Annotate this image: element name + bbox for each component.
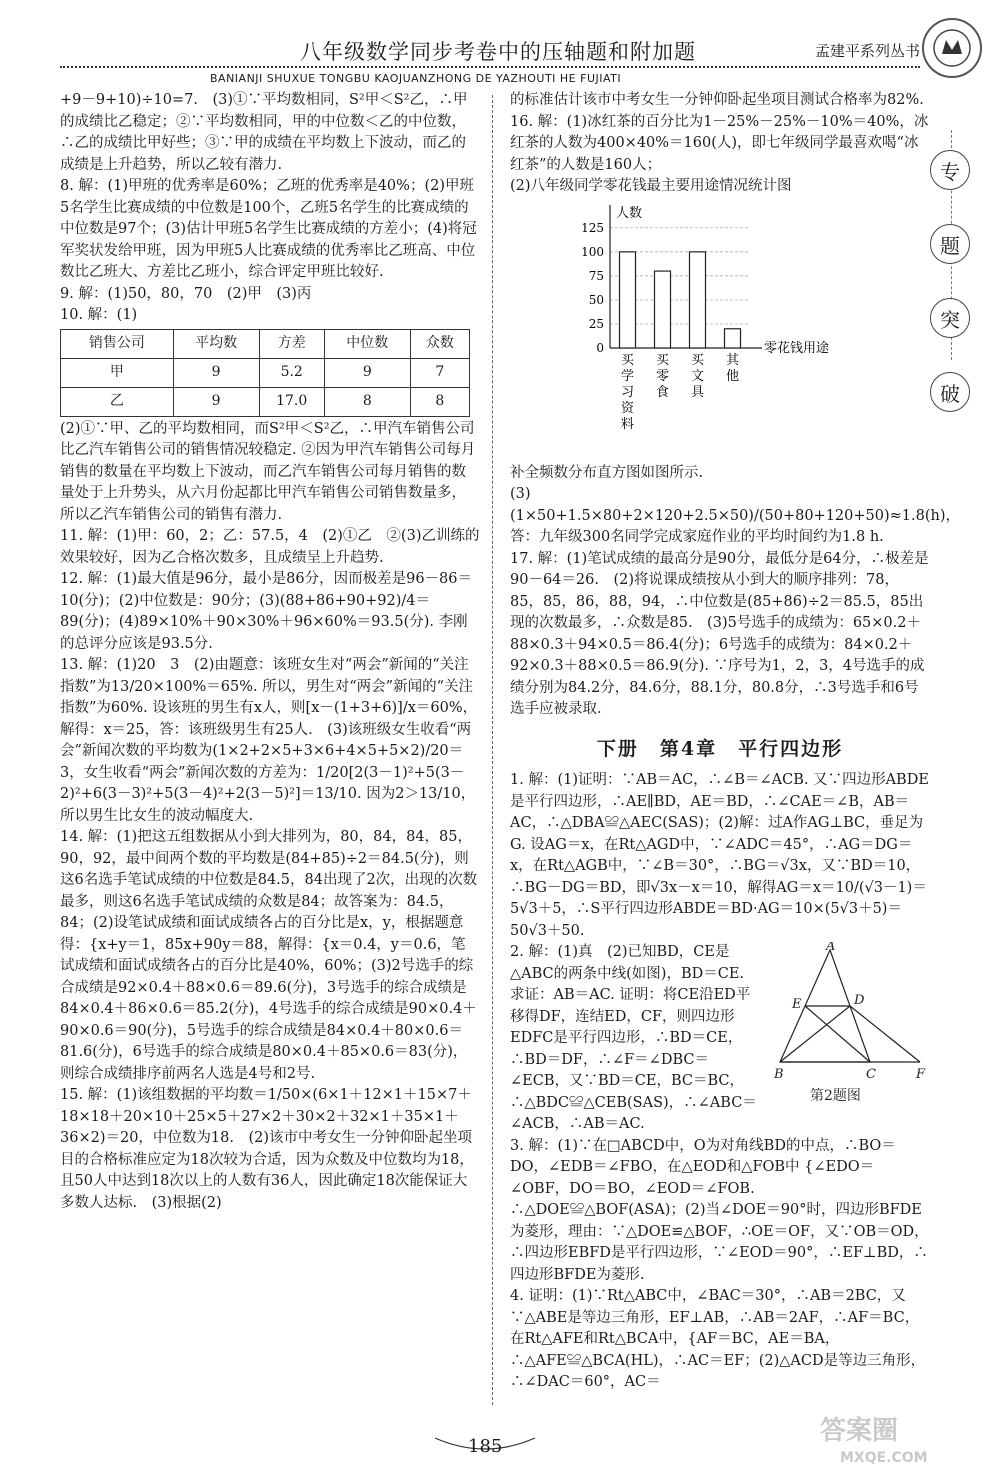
- table-cell: 9: [173, 358, 259, 387]
- label-B: B: [774, 1067, 784, 1082]
- figure-caption: 第2题图: [810, 1088, 861, 1104]
- table-cell: 9: [173, 387, 259, 416]
- answer-11: 11. 解：(1)甲：60，2；乙：57.5，4 (2)①乙 ②(3)乙训练的效果较好，因为乙合格次数多，且成绩呈上升趋势.: [60, 528, 480, 566]
- book-title-pinyin: BANIANJI SHUXUE TONGBU KAOJUANZHONG DE YAZHOUTI HE FUJIATI: [210, 72, 622, 85]
- book-title: 八年级数学同步考卷中的压轴题和附加题: [300, 40, 696, 64]
- answer-12: 12. 解：(1)最大值是96分，最小是86分，因而极差是96－86＝10(分)；(2)中位数是：90分；(3)(88+86+90+92)/4＝89(分)；(4)89×10%＋90×30%＋96×60%＝93.5(分). 李刚的总评分应该是93.5分.: [60, 571, 473, 652]
- answer-ch4-1: 1. 解：(1)证明：∵AB＝AC，∴∠B＝∠ACB. 又∵四边形ABDE是平行四边形，∴AE∥BD，AE＝BD，∴∠CAE＝∠B，AB＝AC，∴△DBA≌△AEC(SAS)；(2)解：过A作AG⊥BC，垂足为G. 设AG＝x，在Rt△AGD中，∵∠ADC＝45°，∴AG＝DG＝x，在Rt△AGB中，∵∠B＝30°，∴BG＝√3x，又∵BD＝10，∴BG－DG＝BD，即√3x－x＝10，解得AG＝x＝10/(√3－1)＝5√3＋5，∴S平行四边形ABDE＝BD·AG＝10×(5√3＋5)＝50√3＋50.: [510, 772, 929, 939]
- y-tick-label: 0: [596, 340, 604, 355]
- table-header: 销售公司: [61, 329, 174, 358]
- x-axis-label: 零花钱用途: [764, 340, 830, 356]
- sales-table: [60, 329, 470, 417]
- right-column: [510, 90, 960, 1394]
- page-header: [60, 30, 920, 90]
- side-char: 破: [930, 372, 970, 412]
- table-cell: 甲: [61, 358, 174, 387]
- watermark-url: MXQE.COM: [840, 1450, 928, 1466]
- column-divider: [492, 95, 493, 1405]
- x-tick-label: 买零食: [655, 352, 670, 400]
- table-row: [61, 358, 470, 387]
- answer-8: 8. 解：(1)甲班的优秀率是60%；乙班的优秀率是40%；(2)甲班5名学生比赛成绩的中位数是100个，乙班5名学生的比赛成绩的中位数是97个；(3)估计甲班5名学生比赛成绩的方差小；(4)将冠军奖状发给甲班，因为甲班5人比赛成绩的优秀率比乙班高、中位数比乙班大、方差比乙班小，综合评定甲班比较好.: [60, 178, 477, 280]
- geometry-figure: [770, 942, 930, 1136]
- answer-10-part2: (2)①∵甲、乙的平均数相同，而S²甲＜S²乙，∴甲汽车销售公司比乙汽车销售公司的销售情况较稳定. ②因为甲汽车销售公司每月销售的数量在平均数上下波动，而乙汽车销售公司每月销售的数量处于上升势头，从六月份起都比甲汽车销售公司销售数量多，所以乙汽车销售公司的销售有潜力.: [60, 420, 476, 523]
- bar-chart-svg: [510, 198, 930, 463]
- side-char: 题: [930, 224, 970, 264]
- publisher-logo-icon: [922, 18, 982, 78]
- answer-15-cont: 的标准估计该市中考女生一分钟仰卧起坐项目测试合格率为82%.: [510, 92, 924, 108]
- side-char: 专: [930, 150, 970, 190]
- table-header: 平均数: [173, 329, 259, 358]
- series-name: 孟建平系列丛书: [814, 42, 920, 60]
- bar-chart: [510, 198, 930, 463]
- answer-ch4-3: 3. 解：(1)∵在□ABCD中，O为对角线BD的中点，∴BO＝DO，∠EDB＝∠FBO，在△EOD和△FOB中 {∠EDO＝∠OBF，DO＝BO，∠EOD＝∠FOB. ∴△DOE≌△BOF(ASA)；(2)当∠DOE＝90°时，四边形BFDE为菱形，理由：∵△DOE≌△BOF，∴OE＝OF，又∵OB＝OD，∴四边形EBFD是平行四边形，∵∠EOD＝90°，∴EF⊥BD，∴四边形BFDE为菱形.: [510, 1137, 929, 1283]
- header-rule: [60, 66, 920, 68]
- y-tick-label: 125: [581, 220, 604, 235]
- y-tick-label: 50: [588, 292, 604, 307]
- table-header: 众数: [410, 329, 469, 358]
- table-cell: 乙: [61, 387, 174, 416]
- label-E: E: [792, 997, 802, 1012]
- watermark-logo: 答案圈: [820, 1416, 899, 1446]
- side-tab: [930, 150, 974, 446]
- bar: [690, 251, 706, 347]
- section-title: 下册 第4章 平行四边形: [596, 737, 844, 760]
- table-cell: 17.0: [259, 387, 324, 416]
- table-row: [61, 387, 470, 416]
- answer-16-note: 补全频数分布直方图如图所示.: [510, 464, 704, 481]
- y-tick-label: 25: [588, 316, 604, 331]
- x-tick-label: 买学习资料: [620, 352, 635, 432]
- answer-15: 15. 解：(1)该组数据的平均数＝1/50×(6×1＋12×1＋15×7＋18×18＋20×10＋25×5＋27×2＋30×2＋32×1＋35×1＋36×2)＝20，中位数为18. (2)该市中考女生一分钟仰卧起坐项目的合格标准应定为18次较为合适，因为众数及中位数均为18，且50人中达到18次以上的人数有36人，因此确定18次能保证大多数人达标. (3)根据(2): [60, 1087, 474, 1211]
- label-D: D: [854, 993, 865, 1008]
- answer-13: 13. 解：(1)20 3 (2)由题意：该班女生对“两会”新闻的“关注指数”为13/20×100%＝65%. 所以，男生对“两会”新闻的“关注指数”为60%. 设该班的男生有x人，则[x－(1+3+6)]/x＝60%，解得：x＝25，答：该班级男生有25人. (3)该班级女生收看“两会”新闻次数的平均数为(1×2+2×5+3×6+4×5+5×2)/20＝3，女生收看“两会”新闻次数的方差为：1/20[2(3－1)²+5(3－2)²+6(3－3)²+5(3－4)²+2(3－5)²]＝13/10. 因为2＞13/10，所以男生比女生的波动幅度大.: [60, 657, 478, 824]
- table-cell: 8: [410, 387, 469, 416]
- answer-7-cont: +9－9+10)÷10=7. (3)①∵平均数相同，S²甲＜S²乙，∴甲的成绩比乙稳定；②∵平均数相同，甲的中位数＜乙的中位数，∴乙的成绩比甲好些；③∵甲的成绩在平均数上下波动，而乙的成绩是上升趋势，所以乙较有潜力.: [60, 92, 468, 173]
- bar: [725, 328, 741, 347]
- answer-14: 14. 解：(1)把这五组数据从小到大排列为，80，84，84，85，90，92，最中间两个数的平均数是(84+85)÷2＝84.5(分)，则这6名选手笔试成绩的中位数是84.5，84出现了2次，出现的次数最多，则这6名选手笔试成绩的众数是84；故答案为：84.5，84；(2)设笔试成绩和面试成绩各占的百分比是x，y，根据题意得：{x+y＝1，85x+90y＝88，解得：{x＝0.4，y＝0.6，笔试成绩和面试成绩各占的百分比是40%，60%；(3)2号选手的综合成绩是92×0.4＋88×0.6＝89.6(分)，3号选手的综合成绩是84×0.4＋86×0.6＝85.2(分)，4号选手的综合成绩是90×0.4＋90×0.6＝90(分)，5号选手的综合成绩是84×0.4＋80×0.6＝81.6(分)，6号选手的综合成绩是80×0.4＋85×0.6＝83(分)，则综合成绩排序前两名人选是4号和2号.: [60, 829, 478, 1082]
- answer-16: 16. 解：(1)冰红茶的百分比为1－25%－25%－10%＝40%，冰红茶的人数为400×40%＝160(人)，即七年级同学最喜欢喝“冰红茶”的人数是160人；: [510, 113, 929, 173]
- label-C: C: [866, 1067, 876, 1082]
- x-tick-label: 其他: [725, 352, 740, 384]
- x-tick-label: 买文具: [690, 352, 705, 400]
- answer-2-block: [510, 942, 930, 1136]
- y-tick-label: 75: [588, 268, 604, 283]
- left-column: [60, 90, 480, 1214]
- side-char: 突: [930, 298, 970, 338]
- answer-10: 10. 解：(1): [60, 307, 138, 323]
- answer-16-part3: (3)(1×50+1.5×80+2×120+2.5×50)/(50+80+120+50)≈1.8(h)，答：九年级300名同学完成家庭作业的平均时间约为1.8 h.: [510, 486, 960, 545]
- page-number: 185: [468, 1436, 503, 1457]
- table-cell: 9: [324, 358, 410, 387]
- answer-ch4-2: 2. 解：(1)真 (2)已知BD，CE是△ABC的两条中线(如图)，BD＝CE. 求证：AB＝AC. 证明：将CE沿ED平移得DF，连结ED，CF，则四边形EDFC是平行四边形，∴BD＝CE，∴BD＝DF，∴∠F＝∠DBC＝∠ECB，又∵BD＝CE，BC＝BC，∴△BDC≌△CEB(SAS)，∴∠ABC＝∠ACB，∴AB＝AC.: [510, 944, 757, 1132]
- chart-title: (2)八年级同学零花钱最主要用途情况统计图: [510, 178, 792, 194]
- label-F: F: [916, 1067, 926, 1082]
- table-cell: 7: [410, 358, 469, 387]
- y-tick-label: 100: [581, 244, 604, 259]
- answer-17: 17. 解：(1)笔试成绩的最高分是90分，最低分是64分，∴极差是90－64＝26. (2)将说课成绩按从小到大的顺序排列：78，85，85，86，88，94，∴中位数是(85+86)÷2＝85.5，85出现的次数最多，∴众数是85. (3)5号选手的成绩为：65×0.2＋88×0.3＋94×0.5＝86.4(分)；6号选手的成绩为：84×0.2＋92×0.3＋88×0.5＝86.9(分). ∵序号为1，2，3，4号选手的成绩分别为84.2分，84.6分，88.1分，80.8分，∴3号选手和6号选手应被录取.: [510, 550, 929, 717]
- bar: [655, 271, 671, 348]
- table-header-row: [61, 329, 470, 358]
- answer-9: 9. 解：(1)50，80，70 (2)甲 (3)丙: [60, 285, 312, 302]
- bar: [620, 251, 636, 347]
- label-A: A: [826, 942, 836, 954]
- table-header: 方差: [259, 329, 324, 358]
- table-header: 中位数: [324, 329, 410, 358]
- table-cell: 5.2: [259, 358, 324, 387]
- answer-ch4-4: 4. 证明：(1)∵Rt△ABC中，∠BAC＝30°，∴AB＝2BC，又∵△ABE是等边三角形，EF⊥AB，∴AB＝2AF，∴AF＝BC，在Rt△AFE和Rt△BCA中，{AF＝BC，AE＝BA，∴△AFE≌△BCA(HL)，∴AC＝EF；(2)△ACD是等边三角形，∴∠DAC＝60°，AC＝: [510, 1288, 926, 1390]
- table-cell: 8: [324, 387, 410, 416]
- y-axis-label: 人数: [616, 205, 643, 221]
